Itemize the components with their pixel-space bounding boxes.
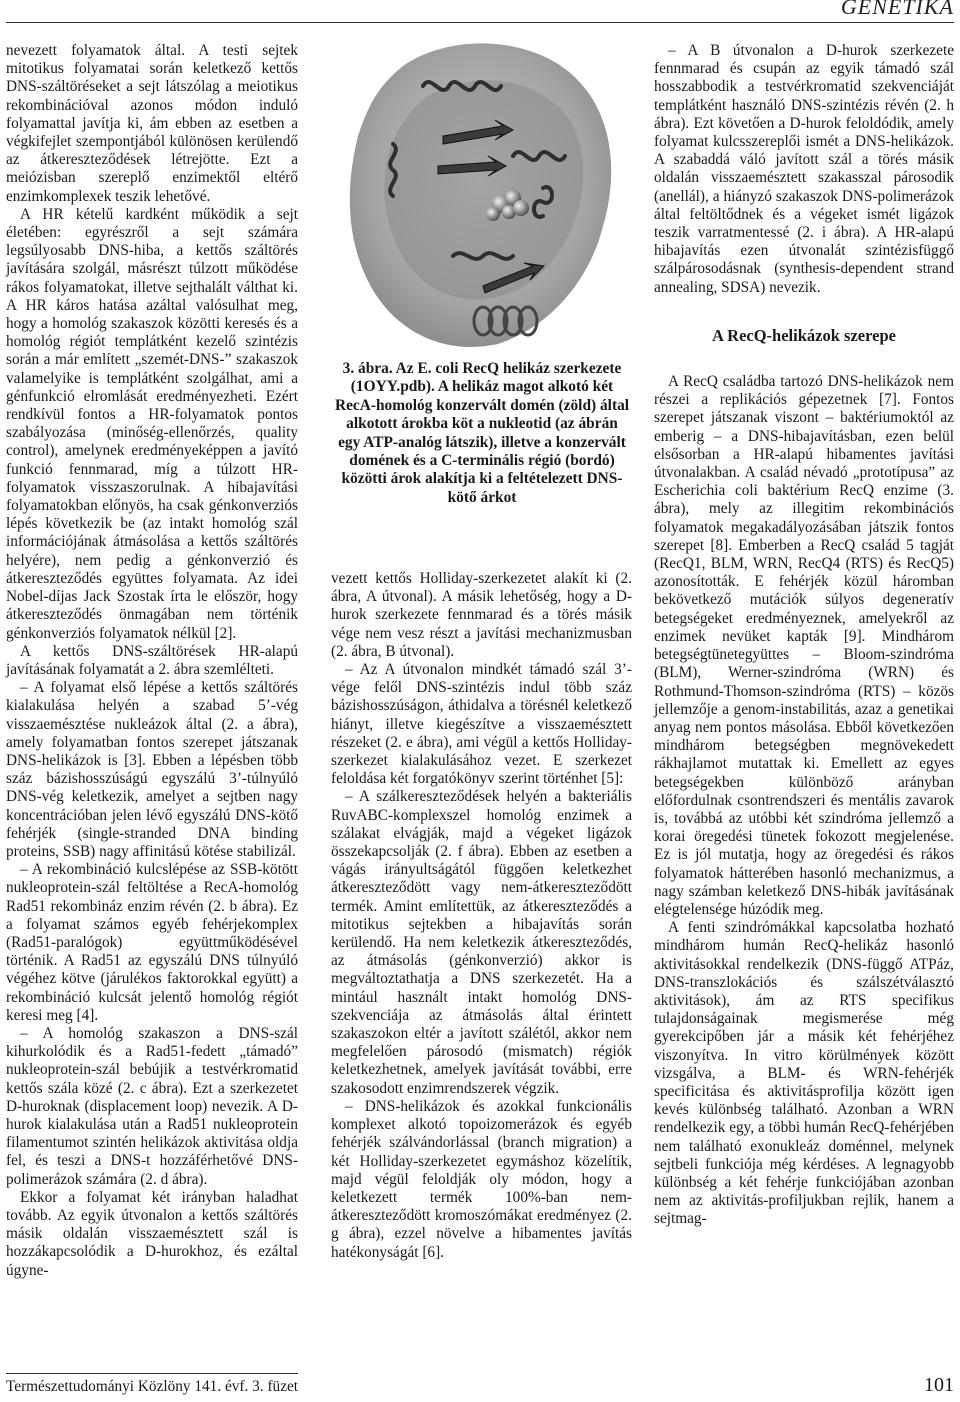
paragraph: – A B útvonalon a D-hurok szerkezete fennmarad és csupán az egyik támadó szál hosszabbodik a testvérkromatid szekvenciáját templátként használó DNS-szintézis révén (2. h ábra). Ezt követően a D-hurok feloldódik, amely folyamat kulcsszereplői ismét a DNS-helikázok. A szabaddá váló javított szál a törés másik oldalán visszaemésztett szakasszal párosodik (anellál), a hiányzó szakaszok DNS-polimerázok által feltöltődnek és a végeket ismét ligázok teszik varratmentessé (2. i ábra). A HR-alapú hibajavítás ezen útvonalát szintézisfüggő szálpárosodásnak (synthesis-dependent strand annealing, SDSA) nevezik. [654,42,954,296]
journal-citation: Természettudományi Közlöny 141. évf. 3. füzet [6,1378,299,1395]
paragraph: – A szálkereszteződések helyén a bakteriális RuvABC-komplexszel homológ enzimek a szálakat elvágják, majd a végeket ligázok összekapcsolják (2. f ábra). Ebben az esetben a vágás irányultságától függően keletkezhet átkereszteződött vagy nem-átkereszteződött termék. Amint említettük, az átkereszteződés a mitotikus sejtekben a hibajavítás során kerülendő. Ha nem keletkezik átkereszteződés, az átmásolás (génkonverzió) akkor is megváltoztathatja a DNS szerkezetét. Ha a mintául használt intakt homológ DNS-szekvenciája az átmásolás által érintett szakaszokon eltér a javított szálétól, akkor nem megfelelően párosodó (mismatch) régiók keletkezhetnek, amelyek javítását további, erre szakosodott enzimrendszerek végzik. [331,788,632,1097]
section-title: GENETIKA [840,0,954,19]
middle-column [331,570,632,1262]
paragraph: – A folyamat első lépése a kettős száltörés kialakulása helyén a szabad 5’-vég visszaemésztése nukleázok által (2. a ábra), amely folyamatban fontos szerepet játszanak DNS-helikázok is [3]. Ebben a lépésben több száz bázishosszúságú egyszálú 3’-túlnyúló DNS-vég keletkezik, amelyet a sejtben nagy koncentrációban jelen lévő egyszálú DNS-kötő fehérjék (single-stranded DNA binding proteins, SSB) nagy affinitású kötése stabilizál. [6,679,298,860]
page-number: 101 [924,1374,954,1396]
paragraph: nevezett folyamatok által. A testi sejtek mitotikus folyamatai során keletkező kettős DNS-száltöréseket a sejt látszólag a meiotikus rekombinációval azonos módon induló folyamattal javítja ki, ám ebben az esetben a végkifejlet szempontjából különösen kerülendő az átkereszteződések létrejötte. Ezt a meiózisban szereplő enzimektől eltérő enzimkomplexek teszik lehetővé. [6,42,298,205]
paragraph: – A homológ szakaszon a DNS-szál kihurkolódik és a Rad51-fedett „támadó” nukleoprotein-szál bebújik a testvérkromatid kettős szála közé (2. c ábra). Ezt a szerkezetet D-huroknak (displacement loop) nevezik. A D-hurok kialakulása után a Rad51 nukleoprotein filamentumot szintén helikázok aktivitása oldja fel, és teszi a DNS-t hozzáférhetővé DNS-polimerázok számára (2. d ábra). [6,1024,298,1188]
right-column [654,42,954,1229]
header-rule [6,22,954,23]
figure-caption: 3. ábra. Az E. coli RecQ helikáz szerkezete (1OYY.pdb). A helikáz magot alkotó két RecA-homológ konzervált domén (zöld) által alkotott árokba köt a nukleotid (az ábrán egy ATP-analóg látszik), illetve a konzervált domének és a C-terminális régió (bordó) közötti árok alakítja ki a feltételezett DNS-kötő árkot [334,360,630,506]
paragraph: – A rekombináció kulcslépése az SSB-kötött nukleoprotein-szál feltöltése a RecA-homológ Rad51 rekombináz enzim révén (2. b ábra). Ez a folyamat számos egyéb fehérjekomplex (Rad51-paralógok) együttműködésével történik. A Rad51 az egyszálú DNS túlnyúló végéhez kötve (járulékos faktorokkal együtt) a rekombináció kulcsát jelentő homológ régiót keresi meg [4]. [6,861,298,1024]
protein-structure-figure [333,26,629,356]
paragraph: A kettős DNS-száltörések HR-alapú javításának folyamatát a 2. ábra szemlélteti. [6,642,298,678]
protein-structure-image [333,26,629,356]
paragraph: vezett kettős Holliday-szerkezetet alakít ki (2. ábra, A útvonal). A másik lehetőség, hogy a D-hurok szerkezete fennmarad és a törés másik vége nem vesz részt a javítási mechanizmusban (2. ábra, B útvonal). [331,570,632,660]
left-column [6,42,298,1280]
paragraph: A HR kételű kardként működik a sejt életében: egyrészről a sejt számára legsúlyosabb DNS-hiba, a kettős száltörés javítására szolgál, másrészt túlzott működése rákos folyamatokat, illetve sejthalált válthat ki. A HR káros hatása azáltal valósulhat meg, hogy a homológ szakaszok közötti keresés és a homológ régiót templátként kezelő szintézis során a már említett „szemét-DNS-” szakaszok valamelyike is templátként szolgálhat, ami a génfunkció elromlását eredményezheti. Ezért rendkívül fontos a HR-folyamatok pontos szabályozása (minőség-ellenőrzés, quality control), amelynek eredményeképpen a javító funkció fennmarad, míg a túlzott HR-folyamatok visszaszorulnak. A hibajavítási folyamatokban előnyös, ha csak génkonverziós lépés következik be (az intakt homológ szál információjának átmásolása a kettős száltörés helyére), nem pedig a génkonverzió és átkereszteződés együttes folyamata. Az idei Nobel-díjas Jack Szostak írta le először, hogy átkereszteződés önmagában nem történik génkonverziós folyamatok nélkül [2]. [6,205,298,642]
section-heading: A RecQ-helikázok szerepe [712,325,896,345]
footer-rule [6,1373,298,1374]
paragraph: – DNS-helikázok és azokkal funkcionális komplexet alkotó topoizomerázok és egyéb fehérjék szálvándorlással (branch migration) a két Holliday-szerkezetet egymáshoz közelítik, majd végül feloldják oly módon, hogy a keletkezett termék 100%-ban nem-átkereszteződött kromoszómákat eredményez (2. g ábra), ezzel növelve a hibamentes javítás hatékonyságát [6]. [331,1097,632,1261]
paragraph: – Az A útvonalon mindkét támadó szál 3’-vége felől DNS-szintézis indul több száz bázishosszúságon, áthidalva a törésnél keletkező hiányt, illetve kiegészítve a visszaemésztett részeket (2. e ábra), ami végül a kettős Holliday-szerkezet kialakulásához vezet. E szerkezet feloldása két forgatókönyv szerint történhet [5]: [331,661,632,788]
paragraph: A RecQ családba tartozó DNS-helikázok nem részei a replikációs gépezetnek [7]. Fontos szerepet játszanak viszont – baktériumoktól az emberig – a DNS-hibajavításban, ezen belül elsősorban a HR-alapú hibamentes javítási útvonalakban. A család névadó „prototípusa” az Escherichia coli baktérium RecQ enzime (3. ábra), mely az illegitim rekombinációs folyamatok megakadályozásában játszik fontos szerepet [8]. Emberben a RecQ család 5 tagját (RecQ1, BLM, WRN, RecQ4 (RTS) és RecQ5) azonosították. E fehérjék közül háromban bekövetkező mutációk súlyos degeneratív betegségeket eredményeznek, amelyekről az enzimek nevüket kapták [9]. Mindhárom betegségtünetegyüttes – Bloom-szindróma (BLM), Werner-szindróma (WRN) és Rothmund-Thomson-szindróma (RTS) – közös jellemzője a genom-instabilitás, azaz a genetikai anyag nem pontos másolása. Ebből következően mindhárom betegségben megnövekedett rákhajlamot mutattak ki. Emellett az egyes betegségekben különböző arányban előfordulnak csontrendszeri és mentális zavarok is, továbbá az utóbbi két szindróma jellemző a korai öregedési tünetek fokozott megjelenése. Ez is jól mutatja, hogy az öregedési és rákos folyamatok hátterében hasonló mechanizmus, a nagy számban keletkező DNS-hibák javításának elégtelensége húzódik meg. [654,373,954,918]
paragraph: A fenti szindrómákkal kapcsolatba hozható mindhárom humán RecQ-helikáz hasonló aktivitásokkal rendelkezik (DNS-függő ATPáz, DNS-transzlokációs és szálszétválasztó aktivitások), ám az RTS specifikus tulajdonságainak megismerése még gyerekcipőben jár a másik két fehérjéhez viszonyítva. In vitro körülmények között vizsgálva, a BLM- és WRN-fehérjék specificitása és aktivitásprofilja között igen kevés különbség található. Azonban a WRN rendelkezik egy, a többi humán RecQ-fehérjében nem található exonukleáz doménnel, melynek sejtbeli funkciója még kérdéses. A legnagyobb különbség a két fehérje funkciójában azonban nem az aktivitás-profiljukban rejlik, hanem a sejtmag- [654,919,954,1228]
paragraph: Ekkor a folyamat két irányban haladhat tovább. Az egyik útvonalon a kettős száltörés másik oldalán visszaemésztett szál is hozzákapcsolódik a D-hurokhoz, és ezáltal úgyne- [6,1188,298,1279]
